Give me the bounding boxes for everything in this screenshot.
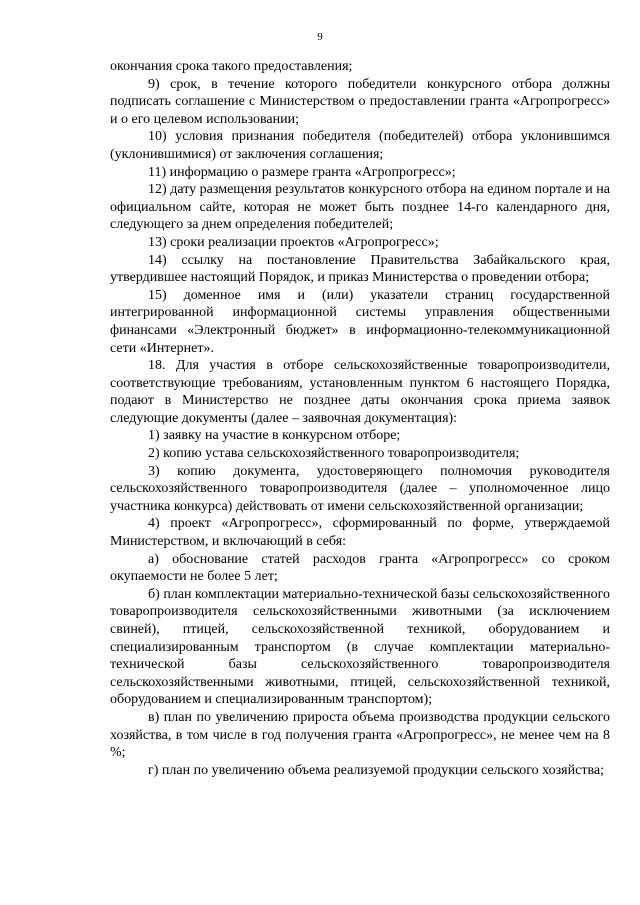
paragraph: 2) копию устава сельскохозяйственного товаропроизводителя; (148, 446, 520, 462)
paragraph: 13) сроки реализации проектов «Агропрогресс»; (148, 234, 439, 250)
paragraph: 10) условия признания победителя (победителей) отбора уклонившимся (уклонившимися) от заключения соглашения; (110, 129, 610, 162)
paragraph: 1) заявку на участие в конкурсном отборе; (148, 428, 401, 444)
paragraph: а) обоснование статей расходов гранта «Агропрогресс» со сроком окупаемости не более 5 лет; (110, 551, 610, 585)
paragraph: 3) копию документа, удостоверяющего полномочия руководителя сельскохозяйственного товаропроизводителя (далее – уполномоченное лицо участника конкурса) действовать от имени сельскохозяйственной организации; (110, 463, 610, 514)
paragraph: в) план по увеличению прироста объема производства продукции сельского хозяйства, в том числе в год получения гранта «Агропрогресс», не менее чем на 8 %; (110, 709, 610, 761)
paragraph: 9) срок, в течение которого победители конкурсного отбора должны подписать соглашение с Министерством о предоставлении гранта «Агропрогресс» и о его целевом использовании; (110, 76, 610, 127)
paragraph: 15) доменное имя и (или) указатели страниц государственной интегрированной информационной системы управления общественными финансами «Электронный бюджет» в информационно-телекоммуникационной сети «Интернет». (110, 287, 610, 356)
paragraph: 4) проект «Агропрогресс», сформированный по форме, утверждаемой Министерством, и включающий в себя: (110, 516, 610, 550)
paragraph: окончания срока такого предоставления; (110, 59, 353, 74)
paragraph: 18. Для участия в отборе сельскохозяйственные товаропроизводители, соответствующие требованиям, установленным пунктом 6 настоящего Порядка, подают в Министерство не позднее даты окончания срока приема заявок следующие документы (далее – заявочная документация): (110, 358, 610, 426)
paragraph: г) план по увеличению объема реализуемой продукции сельского хозяйства; (148, 762, 604, 778)
paragraph: 14) ссылку на постановление Правительства Забайкальского края, утвердившее настоящий Порядок, и приказ Министерства о проведении отбора; (110, 252, 610, 286)
paragraph: б) план комплектации материально-технической базы сельскохозяйственного товаропроизводителя сельскохозяйственными животными (за исключением свиней), птицей, сельскохозяйственной техникой, оборудованием и специализированным транспортом (в случае комплектации материально-технической базы сельскохозяйственного товаропроизводителя сельскохозяйственными животными, птицей, сельскохозяйственной техникой, оборудованием и специализированным транспортом); (110, 586, 610, 708)
paragraph: 11) информацию о размере гранта «Агропрогресс»; (148, 164, 456, 180)
paragraph: 12) дату размещения результатов конкурсного отбора на едином портале и на официальном сайте, которая не может быть позднее 14-го календарного дня, следующего за днем определения победителей; (110, 182, 610, 233)
page-number: 9 (317, 31, 323, 43)
document-body (110, 58, 610, 779)
